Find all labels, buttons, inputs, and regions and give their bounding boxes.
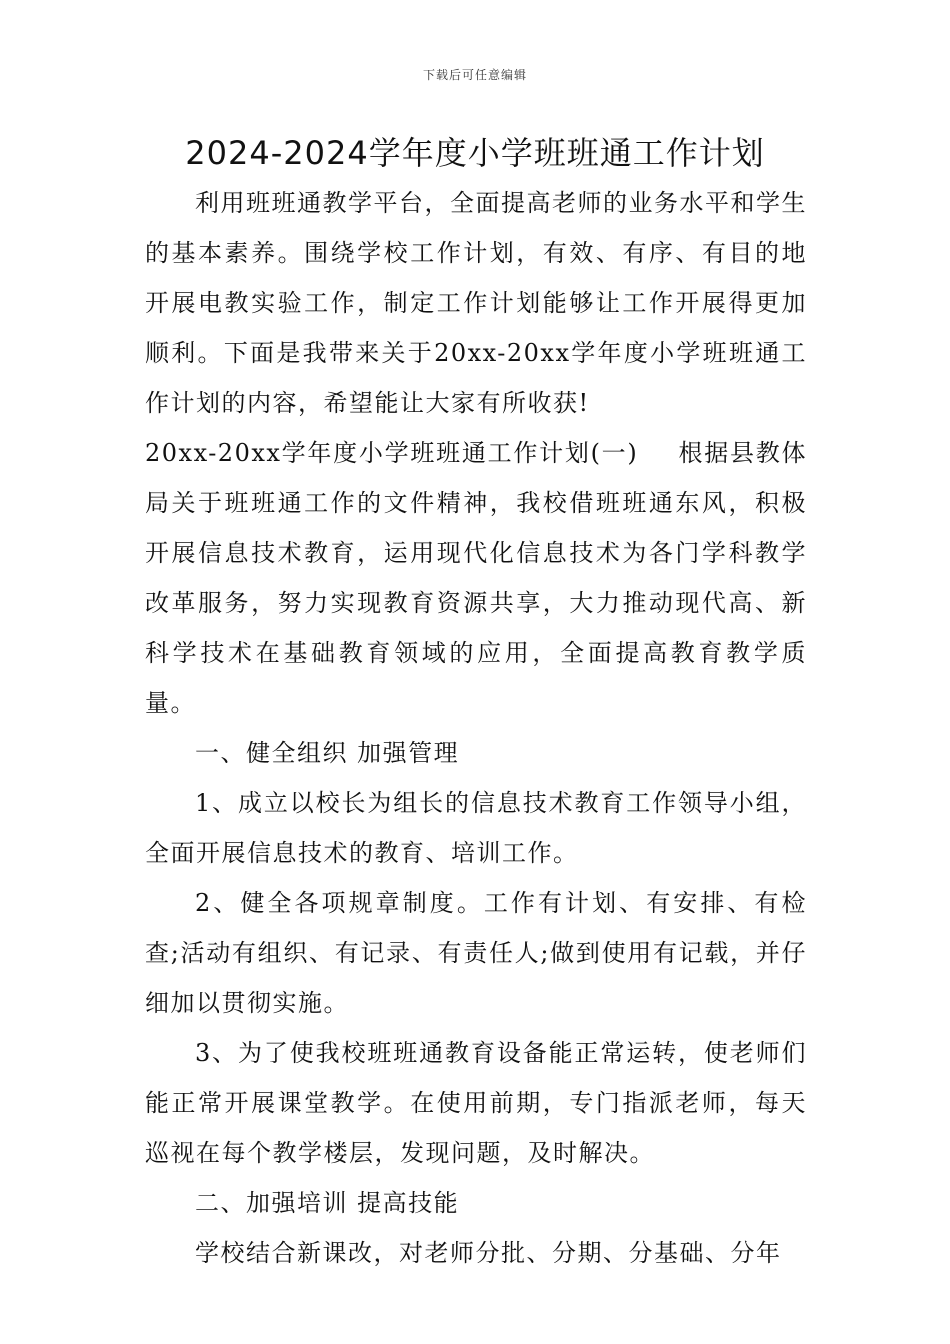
training-paragraph: 学校结合新课改，对老师分批、分期、分基础、分年 xyxy=(195,1239,782,1267)
intro-paragraph: 利用班班通教学平台，全面提高老师的业务水平和学生的基本素养。围绕学校工作计划，有效、有序、有目的地开展电教实验工作，制定工作计划能够让工作开展得更加顺利。下面是我带来关于20xx-20xx学年度小学班班通工作计划的内容，希望能让大家有所收获! xyxy=(145,189,807,417)
item-three-paragraph: 3、为了使我校班班通教育设备能正常运转，使老师们能正常开展课堂教学。在使用前期，专门指派老师，每天巡视在每个教学楼层，发现问题，及时解决。 xyxy=(145,1039,807,1167)
section-one-heading: 20xx-20xx学年度小学班班通工作计划(一) xyxy=(145,439,639,467)
section-one-paragraph xyxy=(145,428,807,728)
header-note: 下载后可任意编辑 xyxy=(422,68,527,82)
item-two-paragraph: 2、健全各项规章制度。工作有计划、有安排、有检查;活动有组织、有记录、有责任人;做到使用有记载，并仔细加以贯彻实施。 xyxy=(145,889,807,1017)
heading-training: 二、加强培训 提高技能 xyxy=(195,1189,460,1217)
heading-organization: 一、健全组织 加强管理 xyxy=(195,739,460,767)
item-one-paragraph: 1、成立以校长为组长的信息技术教育工作领导小组，全面开展信息技术的教育、培训工作。 xyxy=(145,789,807,867)
document-title: 2024-2024学年度小学班班通工作计划 xyxy=(185,134,765,172)
document-body xyxy=(145,178,807,1278)
section-one-text: 根据县教体局关于班班通工作的文件精神，我校借班班通东风，积极开展信息技术教育，运用现代化信息技术为各门学科教学改革服务，努力实现教育资源共享，大力推动现代高、新科学技术在基础教育领域的应用，全面提高教育教学质量。 xyxy=(145,439,807,717)
